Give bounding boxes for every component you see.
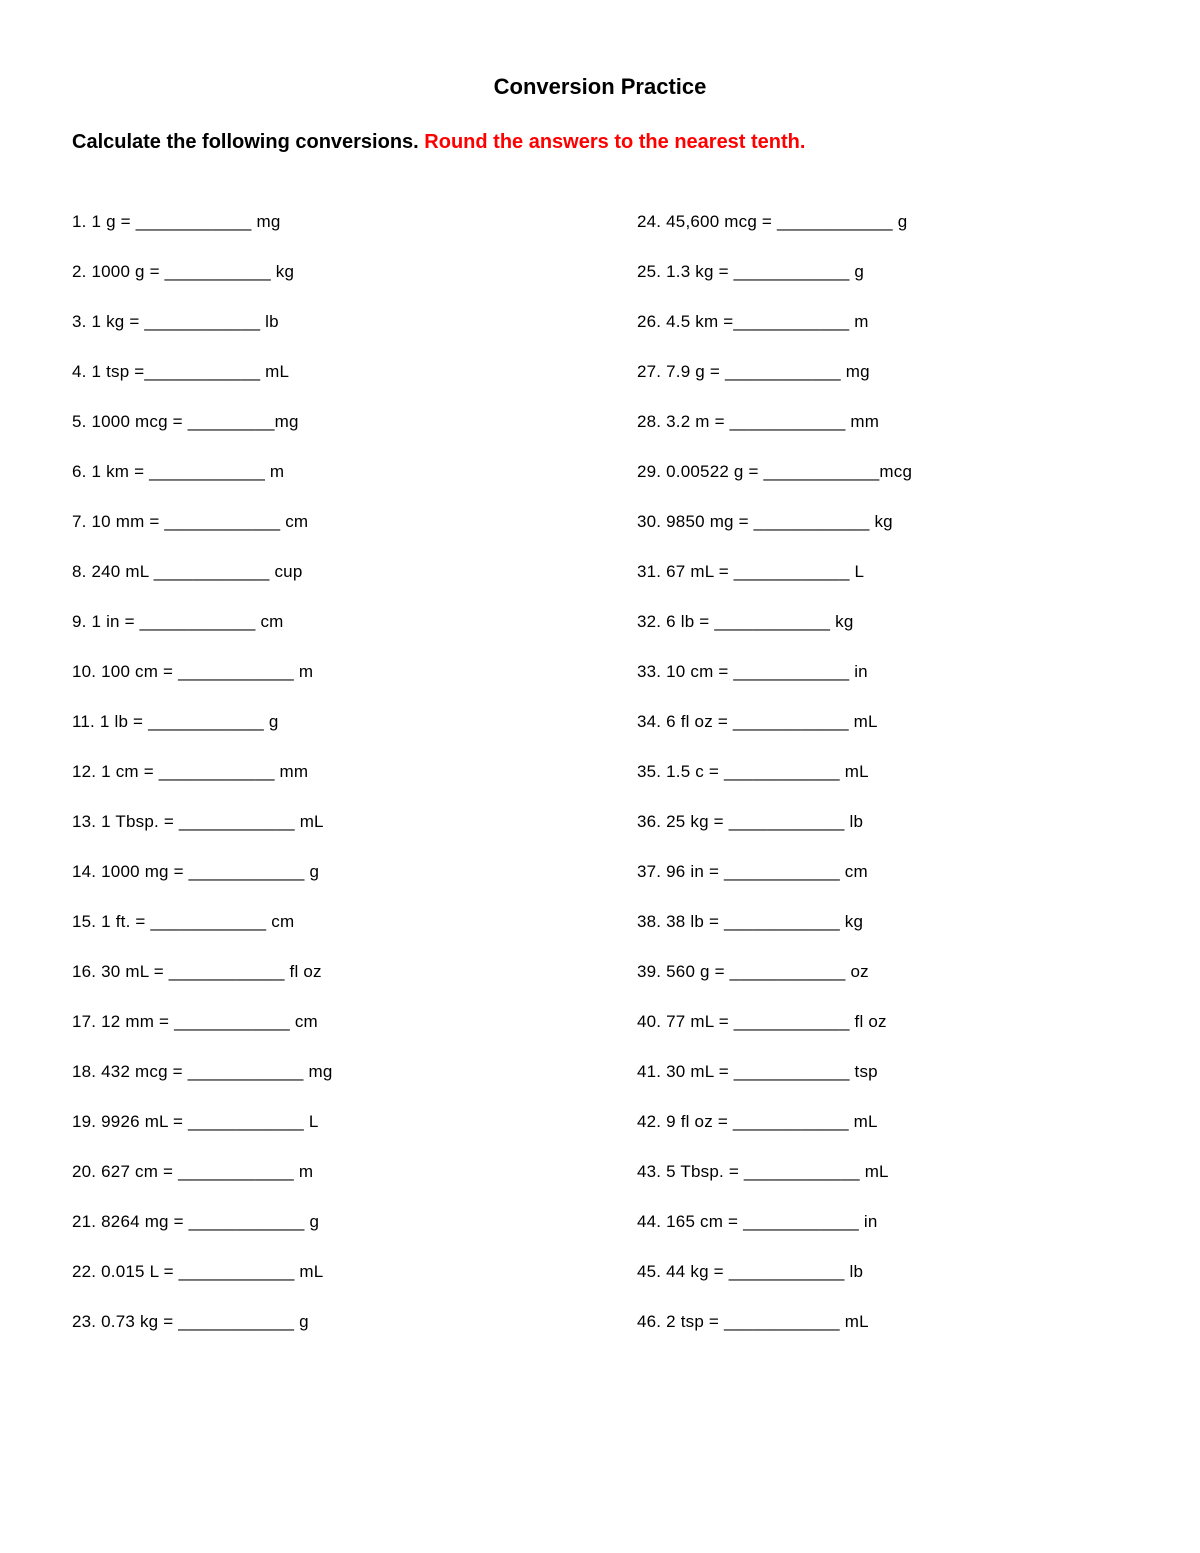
- conversion-item-6: 6. 1 km = ____________ m: [72, 462, 285, 481]
- conversion-item-4: 4. 1 tsp =____________ mL: [72, 362, 290, 381]
- conversion-item-16: 16. 30 mL = ____________ fl oz: [72, 962, 322, 981]
- conversion-item-19: 19. 9926 mL = ____________ L: [72, 1112, 319, 1131]
- conversion-item-13: 13. 1 Tbsp. = ____________ mL: [72, 812, 324, 831]
- conversion-item-28: 28. 3.2 m = ____________ mm: [637, 412, 880, 431]
- conversion-item-44: 44. 165 cm = ____________ in: [637, 1212, 878, 1231]
- conversion-item-23: 23. 0.73 kg = ____________ g: [72, 1312, 309, 1331]
- conversion-item-33: 33. 10 cm = ____________ in: [637, 662, 868, 681]
- conversion-item-15: 15. 1 ft. = ____________ cm: [72, 912, 295, 931]
- conversion-item-3: 3. 1 kg = ____________ lb: [72, 312, 279, 331]
- conversion-item-2: 2. 1000 g = ___________ kg: [72, 262, 295, 281]
- conversion-item-34: 34. 6 fl oz = ____________ mL: [637, 712, 878, 731]
- conversion-item-29: 29. 0.00522 g = ____________mcg: [637, 462, 913, 481]
- conversion-item-43: 43. 5 Tbsp. = ____________ mL: [637, 1162, 889, 1181]
- conversion-item-25: 25. 1.3 kg = ____________ g: [637, 262, 865, 281]
- conversion-item-24: 24. 45,600 mcg = ____________ g: [637, 212, 908, 231]
- conversion-list-right: [637, 197, 1200, 1347]
- conversion-item-40: 40. 77 mL = ____________ fl oz: [637, 1012, 887, 1031]
- conversion-item-41: 41. 30 mL = ____________ tsp: [637, 1062, 878, 1081]
- conversion-item-10: 10. 100 cm = ____________ m: [72, 662, 314, 681]
- conversion-columns: [72, 197, 1200, 1347]
- conversion-item-8: 8. 240 mL ____________ cup: [72, 562, 303, 581]
- conversion-item-1: 1. 1 g = ____________ mg: [72, 212, 281, 231]
- conversion-item-26: 26. 4.5 km =____________ m: [637, 312, 869, 331]
- instructions-emphasis: Round the answers to the nearest tenth.: [424, 131, 806, 153]
- conversion-item-18: 18. 432 mcg = ____________ mg: [72, 1062, 333, 1081]
- conversion-item-46: 46. 2 tsp = ____________ mL: [637, 1312, 869, 1331]
- conversion-item-32: 32. 6 lb = ____________ kg: [637, 612, 854, 631]
- conversion-item-27: 27. 7.9 g = ____________ mg: [637, 362, 870, 381]
- conversion-item-38: 38. 38 lb = ____________ kg: [637, 912, 864, 931]
- conversion-item-9: 9. 1 in = ____________ cm: [72, 612, 284, 631]
- conversion-item-30: 30. 9850 mg = ____________ kg: [637, 512, 893, 531]
- conversion-item-35: 35. 1.5 c = ____________ mL: [637, 762, 869, 781]
- conversion-item-5: 5. 1000 mcg = _________mg: [72, 412, 299, 431]
- conversion-item-36: 36. 25 kg = ____________ lb: [637, 812, 864, 831]
- conversion-item-22: 22. 0.015 L = ____________ mL: [72, 1262, 324, 1281]
- conversion-item-7: 7. 10 mm = ____________ cm: [72, 512, 309, 531]
- instructions-text: Calculate the following conversions.: [72, 131, 425, 153]
- conversion-item-31: 31. 67 mL = ____________ L: [637, 562, 865, 581]
- conversion-item-21: 21. 8264 mg = ____________ g: [72, 1212, 320, 1231]
- conversion-item-37: 37. 96 in = ____________ cm: [637, 862, 868, 881]
- instructions: [72, 130, 1200, 154]
- conversion-item-20: 20. 627 cm = ____________ m: [72, 1162, 314, 1181]
- conversion-item-12: 12. 1 cm = ____________ mm: [72, 762, 309, 781]
- conversion-item-39: 39. 560 g = ____________ oz: [637, 962, 869, 981]
- conversion-item-45: 45. 44 kg = ____________ lb: [637, 1262, 864, 1281]
- page-title: Conversion Practice: [493, 74, 707, 99]
- conversion-item-11: 11. 1 lb = ____________ g: [72, 712, 279, 731]
- conversion-item-42: 42. 9 fl oz = ____________ mL: [637, 1112, 878, 1131]
- conversion-list-left: [72, 197, 637, 1347]
- conversion-item-17: 17. 12 mm = ____________ cm: [72, 1012, 318, 1031]
- conversion-item-14: 14. 1000 mg = ____________ g: [72, 862, 320, 881]
